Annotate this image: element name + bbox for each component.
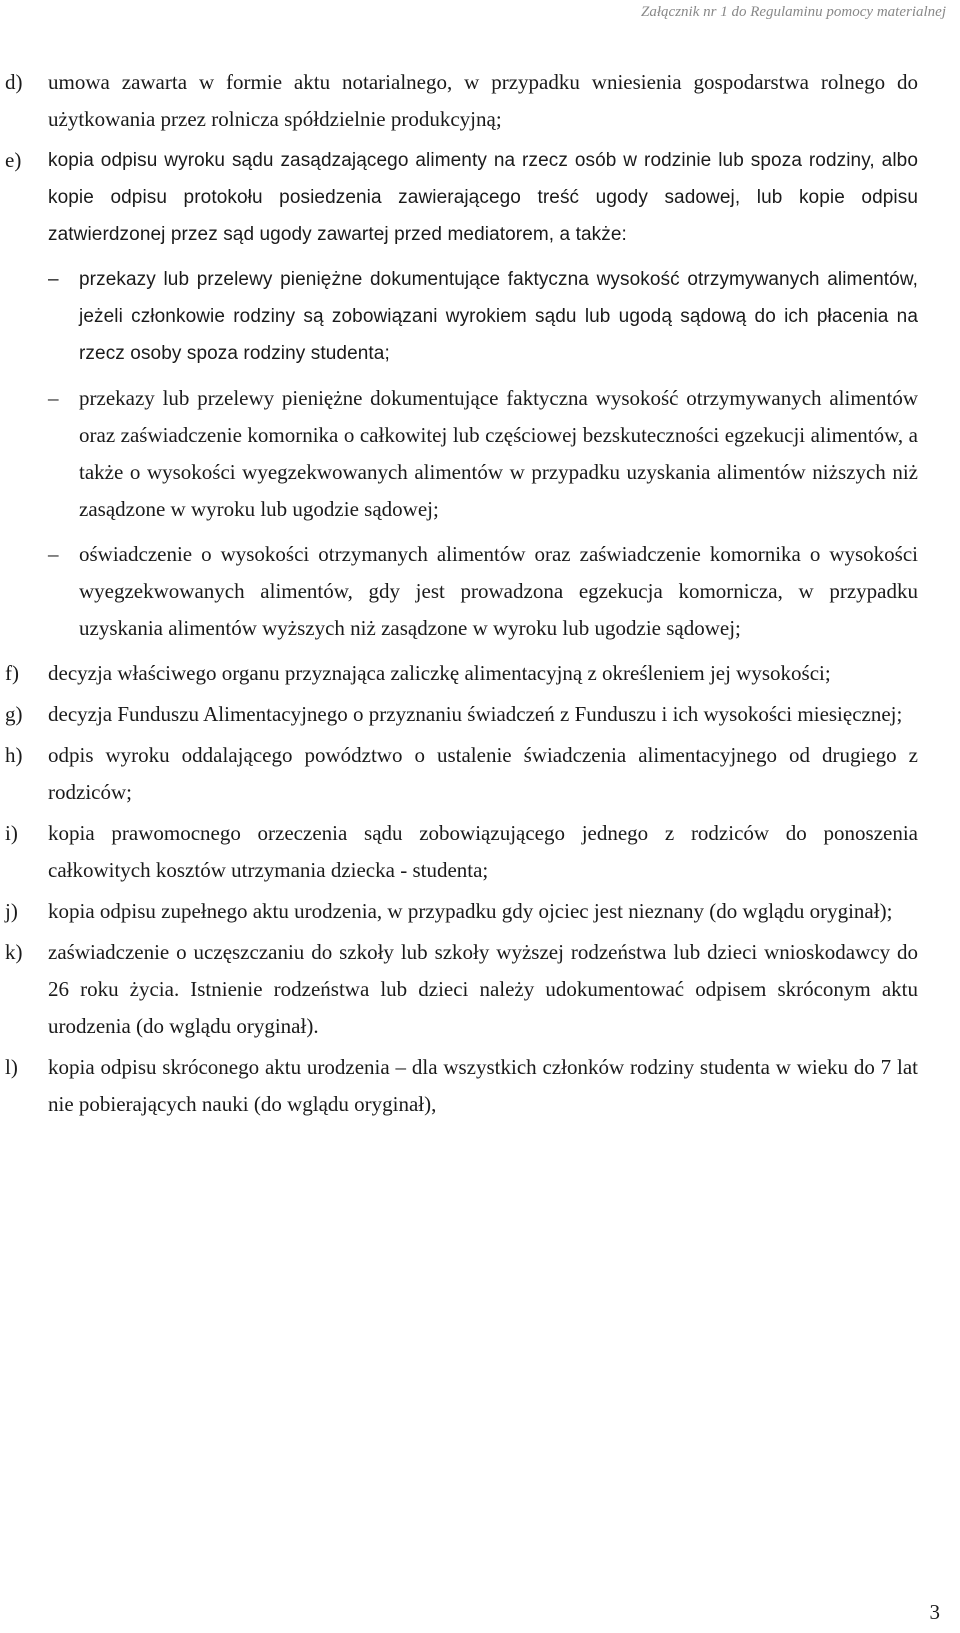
sub-item <box>48 380 918 528</box>
item-text: kopia prawomocnego orzeczenia sądu zobowiązującego jednego z rodziców do ponoszenia całkowitych kosztów utrzymania dziecka - studenta; <box>48 821 918 882</box>
item-marker: e) <box>5 148 22 172</box>
sub-item-text: przekazy lub przelewy pieniężne dokumentujące faktyczna wysokość otrzymywanych alimentów, jeżeli członkowie rodziny są zobowiązani wyrokiem sądu lub ugodą sądową do ich płacenia na rzecz osoby spoza rodziny studenta; <box>79 269 918 364</box>
list-item-l <box>0 1049 918 1123</box>
sub-item <box>48 261 918 372</box>
list-item-j <box>0 893 918 930</box>
item-marker: j) <box>5 899 18 923</box>
page-header: Załącznik nr 1 do Regulaminu pomocy materialnej <box>641 4 946 20</box>
item-marker: f) <box>5 661 19 685</box>
item-text: kopia odpisu skróconego aktu urodzenia – dla wszystkich członków rodziny studenta w wieku do 7 lat nie pobierających nauki (do wglądu oryginał), <box>48 1055 918 1116</box>
sub-item <box>48 536 918 647</box>
list-item-f <box>0 655 918 692</box>
list-item-h <box>0 737 918 811</box>
list-item-e <box>0 142 918 647</box>
item-text: zaświadczenie o uczęszczaniu do szkoły lub szkoły wyższej rodzeństwa lub dzieci wnioskodawcy do 26 roku życia. Istnienie rodzeństwa lub dzieci należy udokumentować odpisem skróconym aktu urodzenia (do wglądu oryginał). <box>48 940 918 1038</box>
sub-item-text: oświadczenie o wysokości otrzymanych alimentów oraz zaświadczenie komornika o wysokości wyegzekwowanych alimentów, gdy jest prowadzona egzekucja komornicza, w przypadku uzyskania alimentów wyższych niż zasądzone w wyroku lub ugodzie sądowej; <box>79 542 918 640</box>
list-item-g <box>0 696 918 733</box>
list-item-k <box>0 934 918 1045</box>
dash-bullet: – <box>48 269 59 290</box>
item-text: kopia odpisu zupełnego aktu urodzenia, w przypadku gdy ojciec jest nieznany (do wglądu oryginał); <box>48 899 893 923</box>
item-marker: k) <box>5 940 23 964</box>
dash-bullet: – <box>48 386 59 410</box>
item-text: kopia odpisu wyroku sądu zasądzającego alimenty na rzecz osób w rodzinie lub spoza rodziny, albo kopie odpisu protokołu posiedzenia zawierającego treść ugody sadowej, lub kopie odpisu zatwierdzonej przez sąd ugody zawartej przed mediatorem, a także: <box>48 150 918 245</box>
item-marker: l) <box>5 1055 18 1079</box>
dash-bullet: – <box>48 542 59 566</box>
list-item-i <box>0 815 918 889</box>
item-text: decyzja właściwego organu przyznająca zaliczkę alimentacyjną z określeniem jej wysokości; <box>48 661 831 685</box>
item-text: umowa zawarta w formie aktu notarialnego, w przypadku wniesienia gospodarstwa rolnego do użytkowania przez rolnicza spółdzielnie produkcyjną; <box>48 70 918 131</box>
item-text: decyzja Funduszu Alimentacyjnego o przyznaniu świadczeń z Funduszu i ich wysokości miesięcznej; <box>48 702 903 726</box>
list-item-d <box>0 64 918 138</box>
sub-item-text: przekazy lub przelewy pieniężne dokumentujące faktyczna wysokość otrzymywanych alimentów oraz zaświadczenie komornika o całkowitej lub częściowej bezskuteczności egzekucji alimentów, a także o wysokości wyegzekwowanych alimentów w przypadku uzyskania alimentów niższych niż zasądzone w wyroku lub ugodzie sądowej; <box>79 386 918 521</box>
item-marker: d) <box>5 70 23 94</box>
item-text: odpis wyroku oddalającego powództwo o ustalenie świadczenia alimentacyjnego od drugiego z rodziców; <box>48 743 918 804</box>
item-marker: i) <box>5 821 18 845</box>
document-body <box>0 64 918 1123</box>
item-marker: h) <box>5 743 23 767</box>
sub-list <box>48 261 918 647</box>
item-marker: g) <box>5 702 23 726</box>
page-number: 3 <box>929 1600 940 1624</box>
